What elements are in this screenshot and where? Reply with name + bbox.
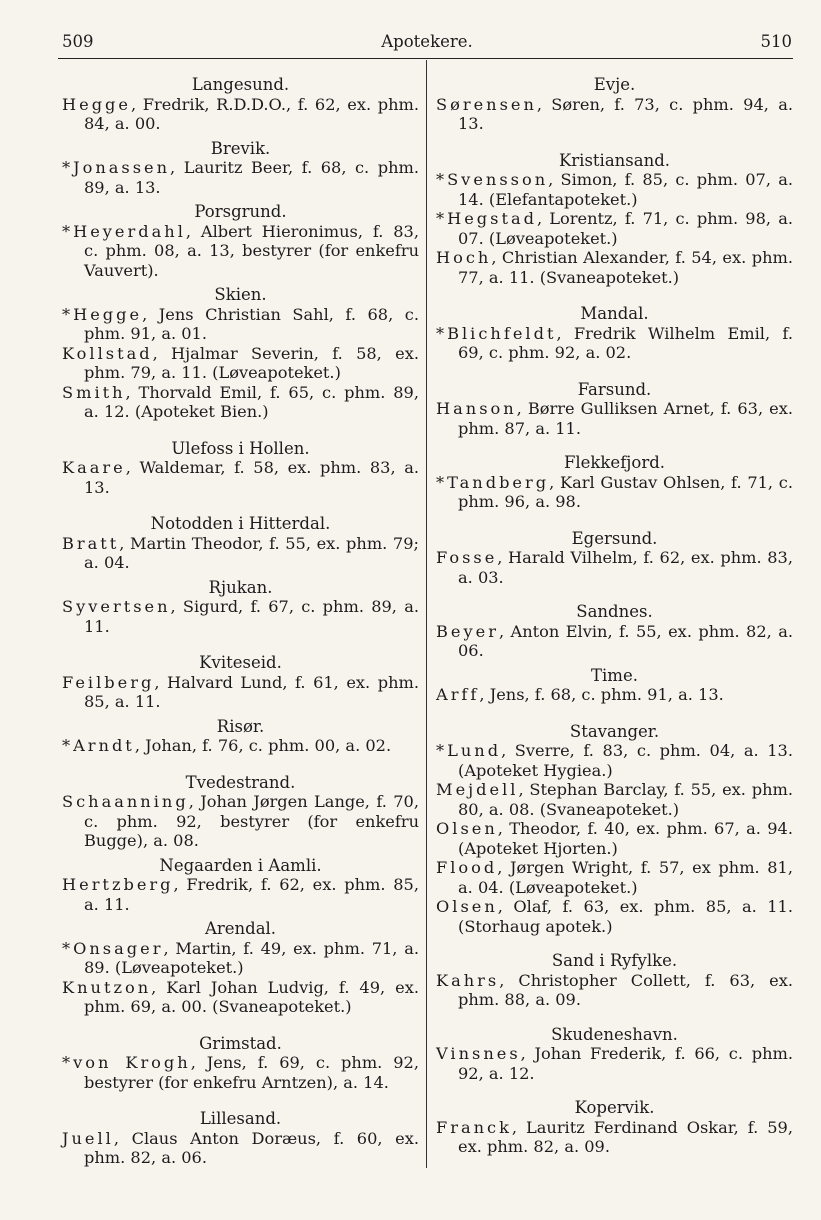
pharmacist-entry bbox=[436, 858, 793, 897]
surname: *Jonassen bbox=[62, 158, 171, 177]
section bbox=[62, 1109, 419, 1168]
section bbox=[62, 653, 419, 712]
section bbox=[436, 602, 793, 661]
surname: Schaanning bbox=[62, 792, 189, 811]
surname: *Tandberg bbox=[436, 472, 550, 492]
entry-details: , Christopher Collett, f. 63, ex. phm. 88, a. 09. bbox=[458, 970, 793, 1009]
section bbox=[62, 856, 419, 915]
surname: Hegge bbox=[62, 94, 132, 114]
pharmacist-entry bbox=[62, 736, 419, 756]
surname: Sørensen bbox=[436, 94, 537, 114]
running-title: Apotekere. bbox=[381, 32, 473, 51]
section bbox=[436, 1025, 793, 1084]
surname: Smith bbox=[62, 382, 126, 402]
surname: Hanson bbox=[436, 399, 517, 418]
place-heading: Stavanger. bbox=[569, 721, 660, 741]
pharmacist-entry bbox=[436, 1118, 793, 1157]
place-heading: Lillesand. bbox=[199, 1109, 282, 1128]
place-heading: Egersund. bbox=[571, 528, 658, 548]
pharmacist-entry bbox=[436, 1044, 793, 1083]
header-rule bbox=[58, 58, 793, 59]
pharmacist-entry bbox=[62, 383, 419, 422]
surname: *Heyerdahl bbox=[62, 221, 186, 241]
section bbox=[436, 75, 793, 134]
section bbox=[436, 304, 793, 363]
surname: Bratt bbox=[62, 533, 120, 553]
entry-details: , Johan Jørgen Lange, f. 70, c. phm. 92, bestyrer (for enkefru Bugge), a. 08. bbox=[84, 792, 419, 850]
section bbox=[436, 1098, 793, 1157]
entry-details: , Albert Hieronimus, f. 83, c. phm. 08, a. 13, bestyrer (for enkefru Vauvert). bbox=[84, 221, 419, 280]
entry-details: , Stephan Barclay, f. 55, ex. phm. 80, a. 08. (Svaneapoteket.) bbox=[458, 780, 793, 819]
place-heading: Grimstad. bbox=[199, 1033, 282, 1053]
place-heading: Porsgrund. bbox=[194, 202, 287, 221]
pharmacist-entry bbox=[62, 673, 419, 712]
pharmacist-entry bbox=[436, 209, 793, 248]
pharmacist-entry bbox=[62, 939, 419, 978]
surname: Knutzon bbox=[62, 977, 152, 997]
pharmacist-entry bbox=[436, 819, 793, 858]
pharmacist-entry bbox=[436, 780, 793, 819]
surname: Hertzberg bbox=[62, 875, 174, 894]
section bbox=[62, 439, 419, 498]
place-heading: Tvedestrand. bbox=[185, 772, 296, 792]
pharmacist-entry bbox=[436, 685, 793, 705]
pharmacist-entry bbox=[436, 399, 793, 438]
pharmacist-entry bbox=[62, 534, 419, 573]
place-heading: Evje. bbox=[593, 75, 636, 94]
entry-details: , Johan, f. 76, c. phm. 00, a. 02. bbox=[134, 736, 392, 755]
place-heading: Kopervik. bbox=[574, 1098, 655, 1117]
surname: Beyer bbox=[436, 621, 499, 641]
surname: *Hegge bbox=[62, 304, 143, 324]
pharmacist-entry bbox=[436, 95, 793, 134]
section bbox=[436, 722, 793, 937]
place-heading: Flekkefjord. bbox=[563, 453, 666, 472]
left-column bbox=[62, 60, 419, 1168]
surname: Olsen bbox=[436, 819, 498, 838]
surname: Kaare bbox=[62, 458, 126, 477]
pharmacist-entry bbox=[62, 978, 419, 1017]
pharmacist-entry bbox=[436, 473, 793, 512]
pharmacist-entry bbox=[62, 458, 419, 497]
entry-details: , Fredrik Wilhelm Emil, f. 69, c. phm. 92, a. 02. bbox=[458, 323, 793, 362]
pharmacist-entry bbox=[62, 305, 419, 344]
entry-details: , Sigurd, f. 67, c. phm. 89, a. 11. bbox=[84, 597, 419, 636]
section bbox=[62, 578, 419, 637]
surname: *Blichfeldt bbox=[436, 323, 557, 343]
section bbox=[436, 666, 793, 705]
surname: Kollstad bbox=[62, 343, 153, 363]
section bbox=[436, 529, 793, 588]
page-header bbox=[62, 32, 792, 56]
surname: Franck bbox=[436, 1117, 512, 1137]
section bbox=[62, 139, 419, 198]
pharmacist-entry bbox=[62, 1129, 419, 1168]
place-heading: Kviteseid. bbox=[199, 653, 282, 672]
right-column bbox=[436, 60, 793, 1157]
place-heading: Kristiansand. bbox=[558, 150, 671, 170]
entry-details: , Christian Alexander, f. 54, ex. phm. 77, a. 11. (Svaneapoteket.) bbox=[458, 248, 793, 287]
surname: Flood bbox=[436, 858, 498, 877]
entry-details: , Martin, f. 49, ex. phm. 71, a. 89. (Løveapoteket.) bbox=[84, 938, 419, 977]
place-heading: Sand i Ryfylke. bbox=[551, 951, 678, 970]
surname: Arff bbox=[436, 685, 480, 704]
surname: Olsen bbox=[436, 897, 498, 916]
section bbox=[62, 919, 419, 1017]
surname: Vinsnes bbox=[436, 1044, 521, 1063]
pharmacist-entry bbox=[62, 344, 419, 383]
place-heading: Brevik. bbox=[210, 138, 271, 158]
left-page-number: 509 bbox=[62, 32, 94, 51]
place-heading: Time. bbox=[591, 665, 638, 685]
surname: Syvertsen bbox=[62, 597, 171, 616]
pharmacist-entry bbox=[436, 248, 793, 287]
surname: *Lund bbox=[436, 741, 502, 760]
place-heading: Arendal. bbox=[204, 919, 277, 938]
entry-details: , Harald Vilhelm, f. 62, ex. phm. 83, a. 03. bbox=[458, 548, 793, 587]
entry-details: , Jørgen Wright, f. 57, ex phm. 81, a. 04. (Løveapoteket.) bbox=[458, 858, 793, 897]
pharmacist-entry bbox=[62, 95, 419, 134]
entry-details: , Karl Gustav Ohlsen, f. 71, c. phm. 96, a. 98. bbox=[458, 472, 793, 511]
surname: *Onsager bbox=[62, 938, 164, 958]
entry-details: , Waldemar, f. 58, ex. phm. 83, a. 13. bbox=[84, 458, 419, 497]
column-divider bbox=[426, 60, 427, 1168]
section bbox=[436, 453, 793, 512]
entry-details: , Sverre, f. 83, c. phm. 04, a. 13. (Apoteket Hygiea.) bbox=[458, 741, 793, 780]
entry-details: , Martin Theodor, f. 55, ex. phm. 79; a. 04. bbox=[84, 533, 419, 572]
entry-details: , Lauritz Beer, f. 68, c. phm. 89, a. 13. bbox=[84, 158, 419, 197]
place-heading: Ulefoss i Hollen. bbox=[171, 438, 310, 458]
surname: Juell bbox=[62, 1128, 114, 1148]
surname: *Hegstad bbox=[436, 209, 537, 228]
pharmacist-entry bbox=[62, 597, 419, 636]
entry-details: , Claus Anton Doræus, f. 60, ex. phm. 82, a. 06. bbox=[84, 1128, 419, 1167]
section bbox=[62, 202, 419, 280]
place-heading: Mandal. bbox=[580, 304, 649, 323]
pharmacist-entry bbox=[436, 548, 793, 587]
pharmacist-entry bbox=[436, 971, 793, 1010]
entry-details: , Hjalmar Severin, f. 58, ex. phm. 79, a. 11. (Løveapoteket.) bbox=[84, 343, 419, 382]
entry-details: , Karl Johan Ludvig, f. 49, ex. phm. 69, a. 00. (Svaneapoteket.) bbox=[84, 977, 419, 1016]
place-heading: Negaarden i Aamli. bbox=[159, 855, 322, 875]
pharmacist-entry bbox=[436, 622, 793, 661]
entry-details: , Theodor, f. 40, ex. phm. 67, a. 94. (Apoteket Hjorten.) bbox=[458, 819, 793, 858]
section bbox=[62, 773, 419, 851]
place-heading: Notodden i Hitterdal. bbox=[150, 514, 331, 533]
surname: Feilberg bbox=[62, 672, 155, 692]
place-heading: Risør. bbox=[216, 716, 265, 736]
entry-details: , Halvard Lund, f. 61, ex. phm. 85, a. 11. bbox=[84, 672, 419, 711]
pharmacist-entry bbox=[62, 1053, 419, 1092]
surname: Kahrs bbox=[436, 970, 500, 990]
entry-details: , Lauritz Ferdinand Oskar, f. 59, ex. phm. 82, a. 09. bbox=[458, 1117, 793, 1156]
entry-details: , Lorentz, f. 71, c. phm. 98, a. 07. (Løveapoteket.) bbox=[458, 209, 793, 248]
entry-details: , Thorvald Emil, f. 65, c. phm. 89, a. 12. (Apoteket Bien.) bbox=[84, 382, 419, 421]
section bbox=[436, 380, 793, 439]
pharmacist-entry bbox=[436, 897, 793, 936]
entry-details: , Simon, f. 85, c. phm. 07, a. 14. (Elefantapoteket.) bbox=[458, 170, 793, 209]
section bbox=[436, 951, 793, 1010]
entry-details: , Anton Elvin, f. 55, ex. phm. 82, a. 06. bbox=[458, 621, 793, 660]
surname: *Svensson bbox=[436, 170, 549, 189]
section bbox=[62, 285, 419, 422]
pharmacist-entry bbox=[62, 875, 419, 914]
entry-details: , Olaf, f. 63, ex. phm. 85, a. 11. (Storhaug apotek.) bbox=[458, 897, 793, 936]
surname: *von Krogh bbox=[62, 1053, 191, 1072]
entry-details: , Johan Frederik, f. 66, c. phm. 92, a. 12. bbox=[458, 1044, 793, 1083]
place-heading: Rjukan. bbox=[208, 577, 273, 597]
place-heading: Skudeneshavn. bbox=[551, 1024, 678, 1044]
pharmacist-entry bbox=[62, 222, 419, 281]
entry-details: , Jens, f. 69, c. phm. 92, bestyrer (for enkefru Arntzen), a. 14. bbox=[84, 1053, 419, 1092]
surname: Mejdell bbox=[436, 780, 519, 799]
pharmacist-entry bbox=[436, 170, 793, 209]
pharmacist-entry bbox=[62, 158, 419, 197]
section bbox=[62, 717, 419, 756]
entry-details: , Søren, f. 73, c. phm. 94, a. 13. bbox=[458, 94, 793, 133]
pharmacist-entry bbox=[62, 792, 419, 851]
surname: Fosse bbox=[436, 548, 498, 567]
surname: *Arndt bbox=[62, 736, 135, 755]
place-heading: Skien. bbox=[214, 285, 267, 304]
entry-details: , Fredrik, R.D.D.O., f. 62, ex. phm. 84, a. 00. bbox=[84, 94, 419, 133]
place-heading: Farsund. bbox=[577, 379, 652, 399]
section bbox=[436, 151, 793, 288]
entry-details: , Jens, f. 68, c. phm. 91, a. 13. bbox=[479, 685, 724, 704]
entry-details: , Børre Gulliksen Arnet, f. 63, ex. phm. 87, a. 11. bbox=[458, 399, 793, 438]
pharmacist-entry bbox=[436, 741, 793, 780]
section bbox=[62, 514, 419, 573]
place-heading: Sandnes. bbox=[576, 602, 653, 621]
surname: Hoch bbox=[436, 248, 492, 267]
entry-details: , Jens Christian Sahl, f. 68, c. phm. 91, a. 01. bbox=[84, 304, 419, 343]
pharmacist-entry bbox=[436, 324, 793, 363]
section bbox=[62, 75, 419, 134]
right-page-number: 510 bbox=[760, 32, 792, 51]
section bbox=[62, 1034, 419, 1093]
entry-details: , Fredrik, f. 62, ex. phm. 85, a. 11. bbox=[84, 875, 419, 914]
place-heading: Langesund. bbox=[191, 75, 290, 94]
